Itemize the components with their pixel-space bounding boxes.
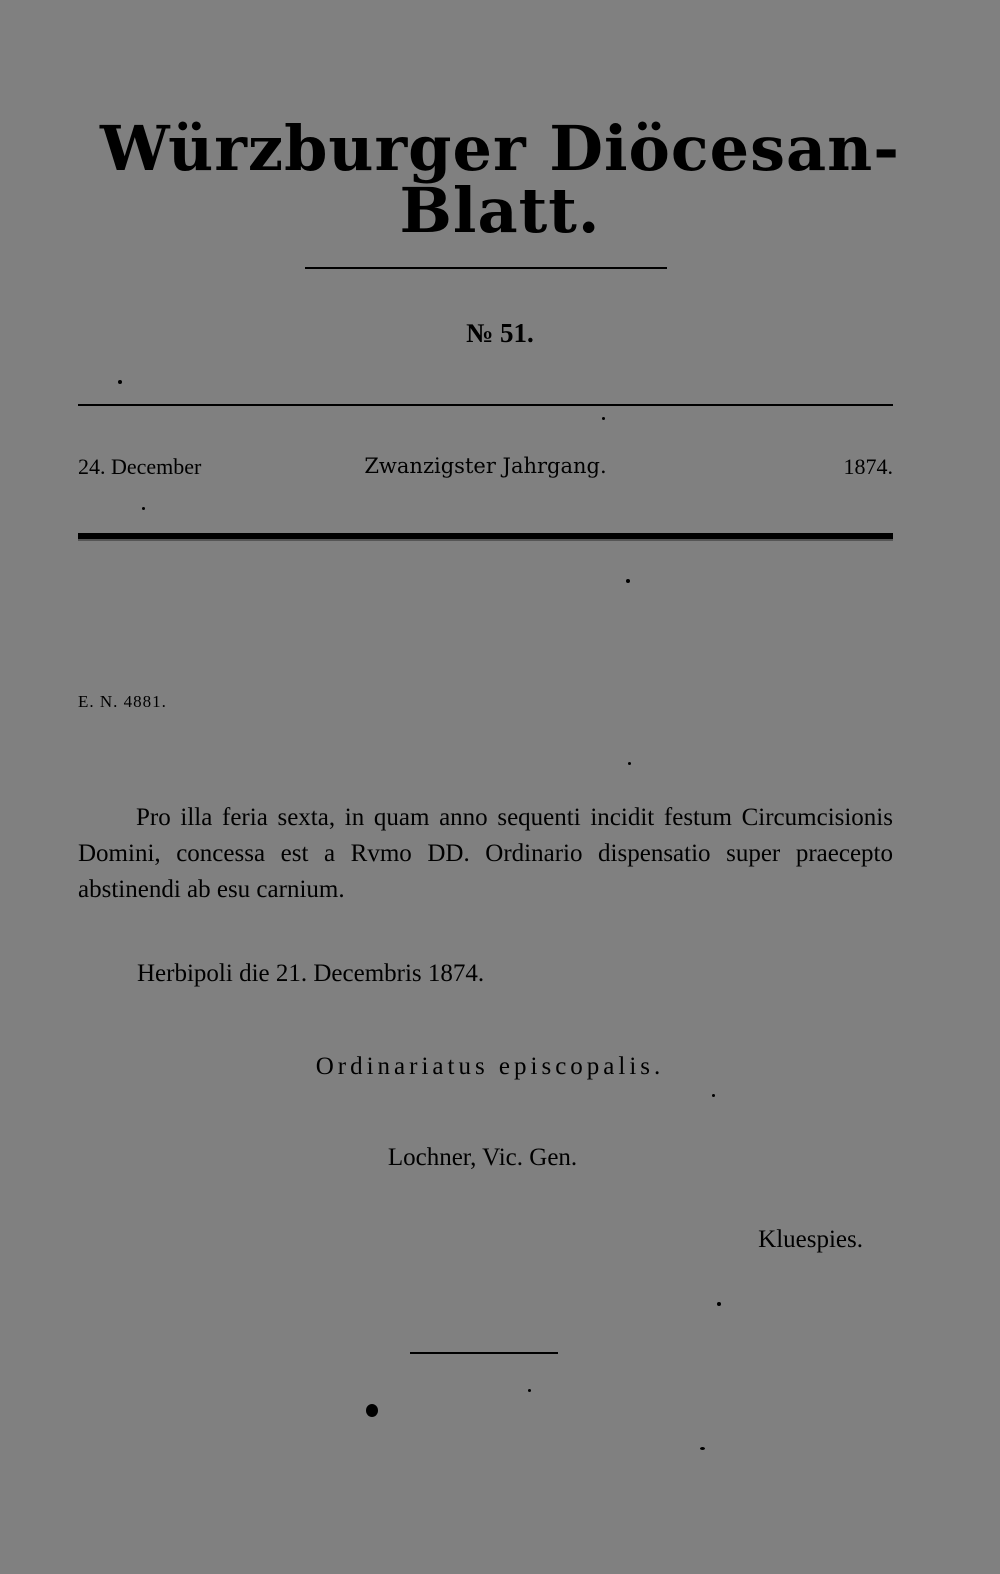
print-speck — [700, 1447, 705, 1450]
print-speck — [528, 1389, 531, 1392]
place-and-date: Herbipoli die 21. Decembris 1874. — [137, 960, 485, 987]
clerk-signature: Kluespies. — [758, 1226, 863, 1253]
signatory: Lochner, Vic. Gen. — [387, 1144, 578, 1171]
issue-number: № 51. — [466, 318, 534, 348]
issuing-authority: Ordinariatus episcopalis. — [315, 1053, 665, 1080]
notice-paragraph: Pro illa feria sexta, in quam anno sequenti incidit festum Circumcisionis Domini, concessa est a Rvmo DD. Ordinario dispensatio super praecepto abstinendi ab esu carnium. — [78, 804, 893, 903]
issue-date: 24. December — [78, 454, 202, 479]
print-speck — [142, 507, 145, 510]
print-speck — [118, 380, 122, 384]
dateline-top-rule — [78, 404, 893, 406]
masthead-divider — [305, 267, 667, 269]
print-speck — [628, 762, 631, 765]
dateline-bottom-rule — [78, 533, 893, 541]
print-speck — [602, 417, 605, 420]
closing-rule — [410, 1352, 558, 1354]
print-speck — [626, 579, 630, 583]
print-speck — [366, 1404, 378, 1417]
masthead-title: Würzburger Diöcesan-Blatt. — [100, 112, 900, 247]
volume-label: Zwanzigster Jahrgang. — [364, 454, 607, 478]
issue-year: 1874. — [843, 454, 893, 479]
dateline — [78, 454, 893, 486]
print-speck — [717, 1302, 721, 1306]
print-speck — [712, 1094, 715, 1097]
notice-reference: E. N. 4881. — [78, 692, 167, 711]
